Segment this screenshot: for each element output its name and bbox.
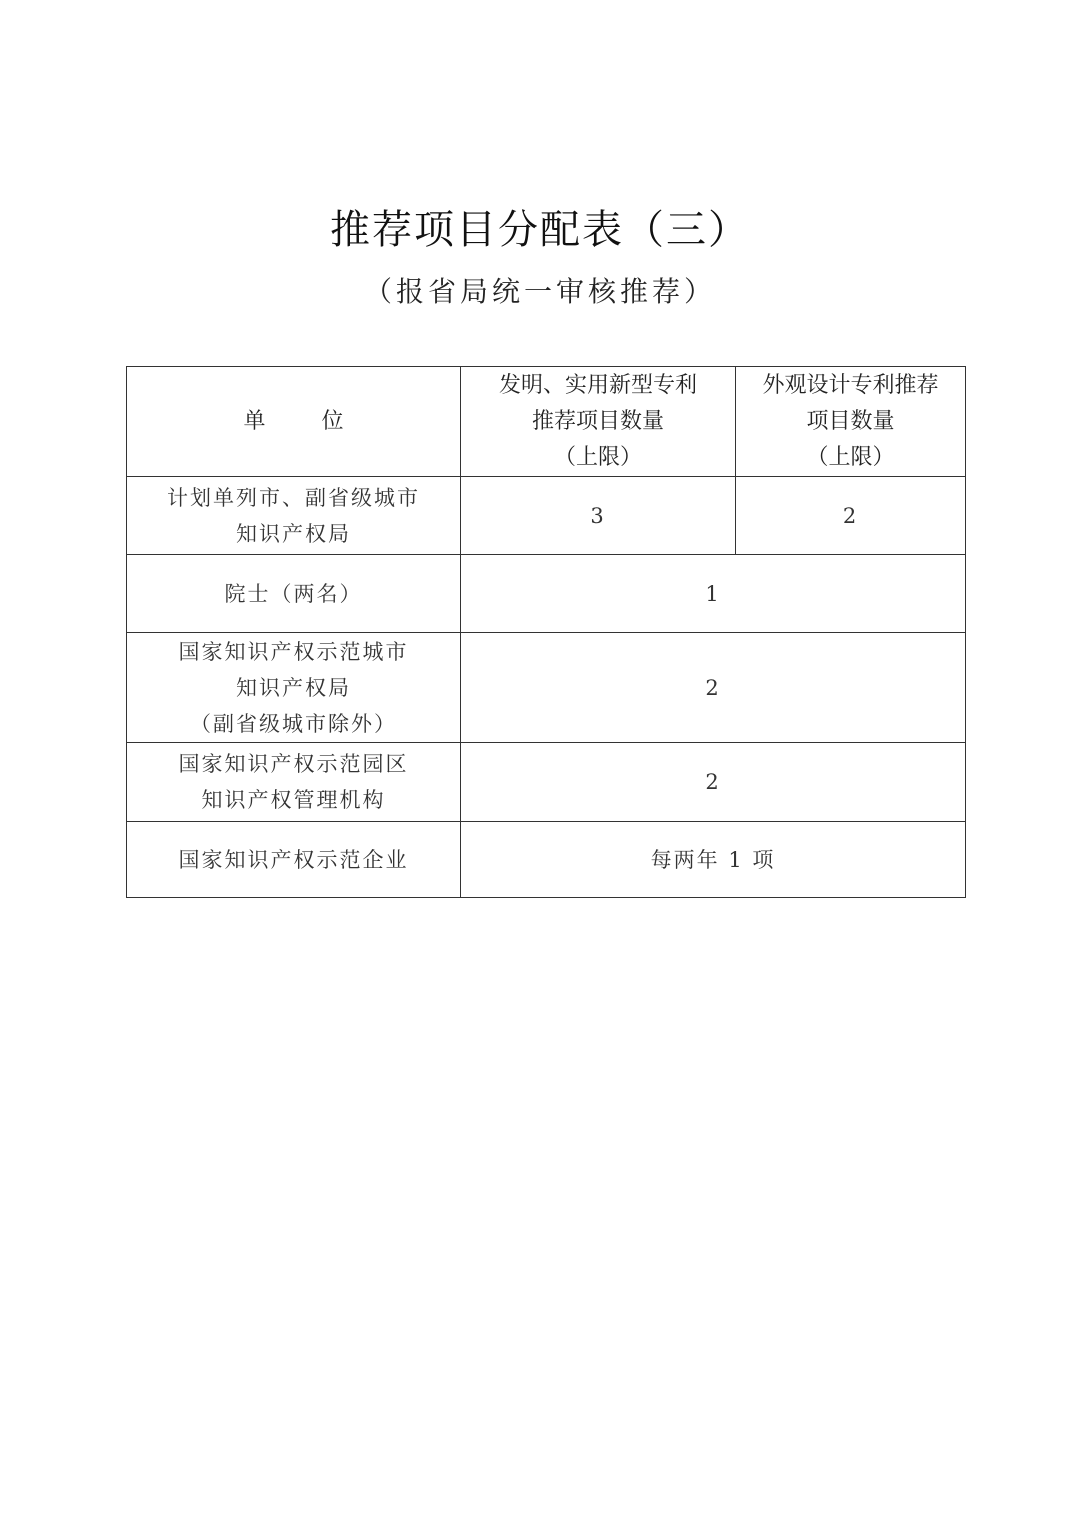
header-design-line-3: （上限） bbox=[806, 444, 895, 470]
header-design-line-1: 外观设计专利推荐 bbox=[762, 372, 939, 398]
header-invention-line-1: 发明、实用新型专利 bbox=[498, 372, 697, 398]
row-unit-cell bbox=[127, 477, 461, 555]
row-design-quota: 2 bbox=[736, 477, 966, 555]
table-row bbox=[127, 743, 966, 822]
row-unit-cell bbox=[127, 633, 461, 743]
header-design-line-2: 项目数量 bbox=[806, 408, 895, 434]
table-row bbox=[127, 477, 966, 555]
row-unit-cell bbox=[127, 822, 461, 898]
row-merged-quota: 2 bbox=[461, 743, 966, 822]
table-row bbox=[127, 633, 966, 743]
page-title: 推荐项目分配表（三） bbox=[330, 207, 750, 253]
header-invention-line-3: （上限） bbox=[553, 444, 642, 470]
row-unit-line: 国家知识产权示范企业 bbox=[178, 847, 409, 872]
table-header-row bbox=[127, 367, 966, 477]
row-unit-line: 知识产权局 bbox=[236, 521, 351, 546]
row-unit-line: 知识产权管理机构 bbox=[201, 788, 386, 812]
row-unit-line: 计划单列市、副省级城市 bbox=[167, 485, 420, 510]
allocation-table bbox=[126, 366, 966, 898]
header-invention-line-2: 推荐项目数量 bbox=[531, 408, 664, 434]
header-invention-quota bbox=[461, 367, 736, 477]
row-unit-line: （副省级城市除外） bbox=[190, 711, 397, 736]
row-unit-line: 院士（两名） bbox=[224, 581, 363, 606]
row-merged-quota: 2 bbox=[461, 633, 966, 743]
row-unit-cell bbox=[127, 743, 461, 822]
row-unit-line: 国家知识产权示范城市 bbox=[178, 639, 409, 664]
table-row bbox=[127, 822, 966, 898]
page-subtitle: （报省局统一审核推荐） bbox=[363, 275, 716, 308]
row-unit-line: 国家知识产权示范园区 bbox=[178, 752, 409, 776]
row-unit-line: 知识产权局 bbox=[236, 675, 351, 700]
row-unit-cell bbox=[127, 555, 461, 633]
row-merged-quota: 1 bbox=[461, 555, 966, 633]
header-unit-char-1: 单 bbox=[243, 408, 266, 434]
header-unit bbox=[127, 367, 461, 477]
row-invention-quota: 3 bbox=[461, 477, 736, 555]
table-row bbox=[127, 555, 966, 633]
header-unit-char-2: 位 bbox=[321, 408, 344, 434]
header-design-quota bbox=[736, 367, 966, 477]
row-merged-quota: 每两年 1 项 bbox=[461, 822, 966, 898]
